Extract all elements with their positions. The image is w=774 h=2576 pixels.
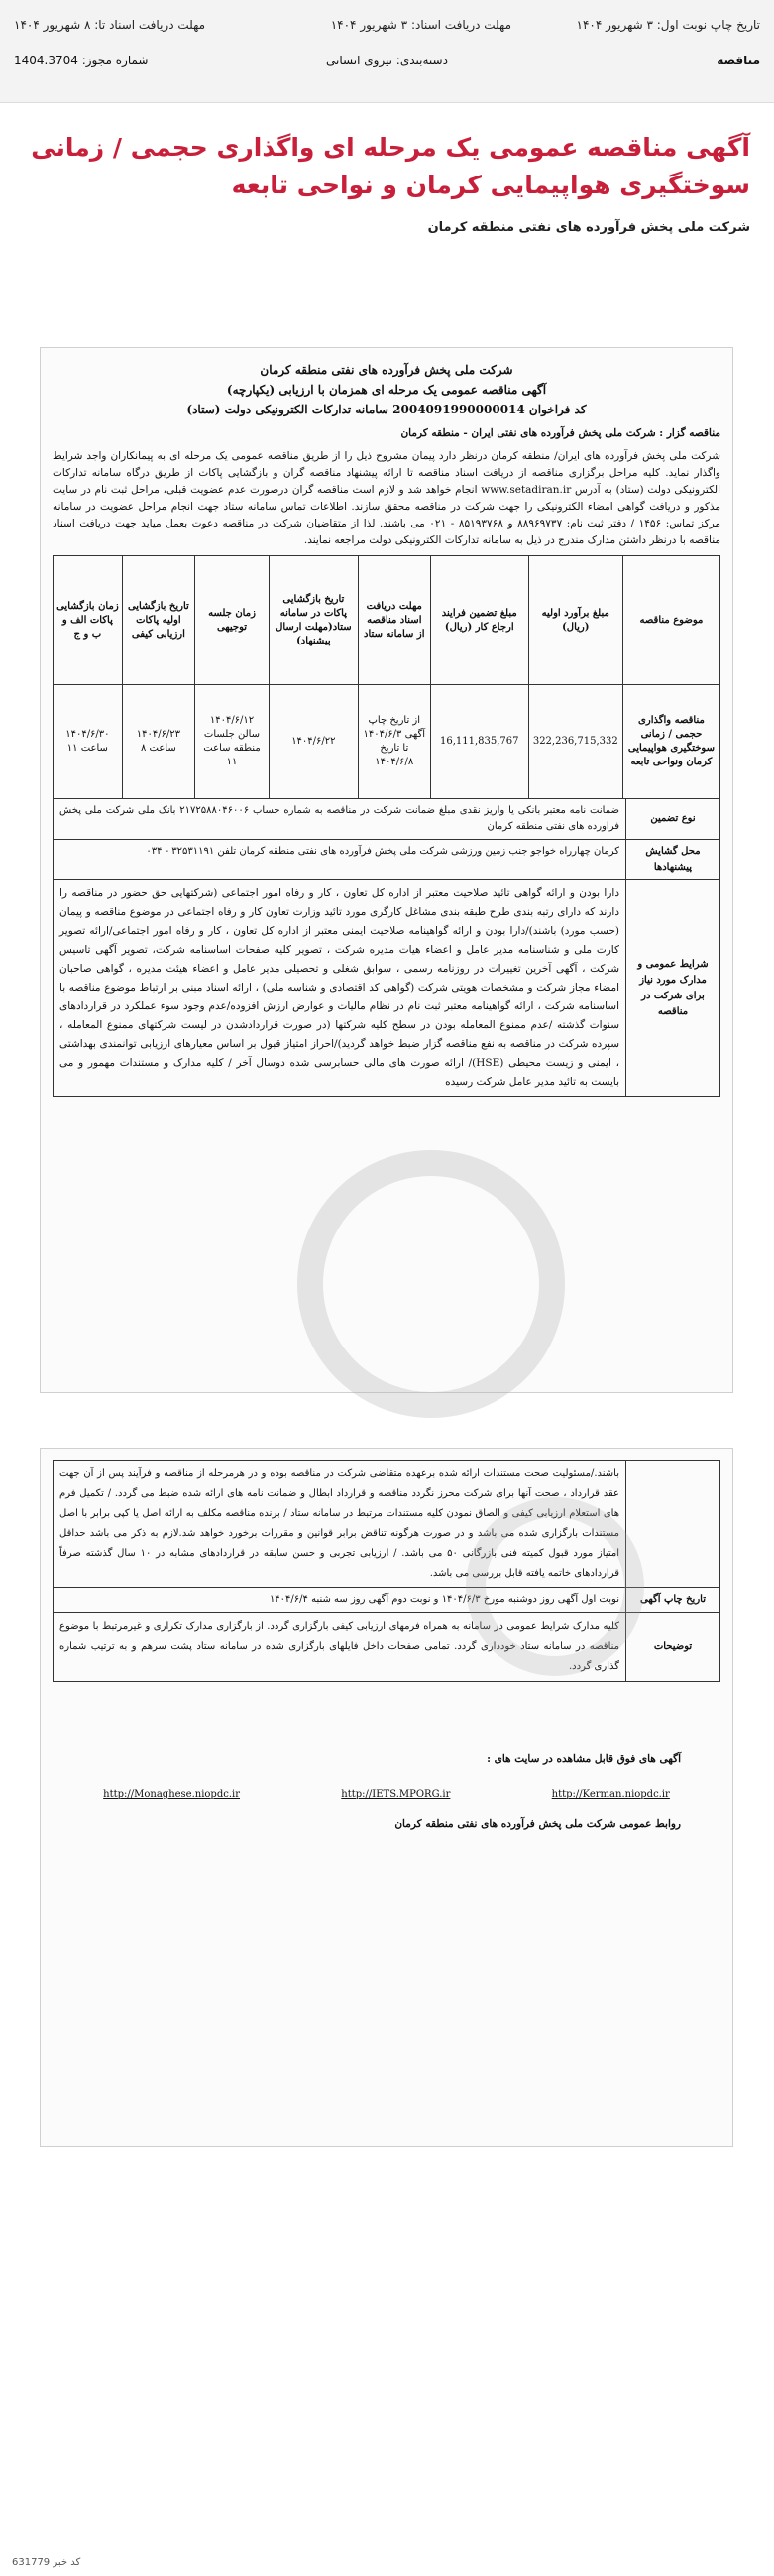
table-header: موضوع مناقصه [622,556,719,685]
sites-title: آگهی های فوق قابل مشاهده در سایت های : [487,1753,681,1765]
guarantee-row [54,799,720,840]
notes-text: کلیه مدارک شرایط عمومی در سامانه به همراه فرمهای ارزیابی کیفی بارگزاری گردد. از بارگزاری مدارک تکراری و غیرمرتبط با موضوع مناقصه در سامانه ستاد خودداری گردد. تمامی صفحات داخل فایلهای بارگزاری شده در سامانه ستاد پشت سرهم و به ترتیب شماره گذاری گردد. [54,1613,626,1682]
tender-category: دسته‌بندی: نیروی انسانی [326,54,448,67]
table-header: زمان بازگشایی پاکات الف و ب و ج [54,556,123,685]
table-cell: 322,236,715,332 [528,685,622,799]
permit-number: شماره مجوز: 1404.3704 [14,54,149,67]
table-header: مبلغ برآورد اولیه (ریال) [528,556,622,685]
conditions-label: شرایط عمومی و مدارک مورد نیاز برای شرکت در مناقصه [626,880,720,1097]
table-cell: از تاریخ چاپ آگهی ۱۴۰۴/۶/۳ تا تاریخ ۱۴۰۴/۶/۸ [358,685,430,799]
continuation-text: باشند./مسئولیت صحت مستندات ارائه شده برعهده متقاضی شرکت در مناقصه بوده و در هرمرحله از مناقصه و فرآیند پس از آن جهت عقد قرارداد ، صحت آنها برای شرکت محرز نگردد مناقصه و قرارداد ابطال و ضمانت نامه های ارائه شده ضبط می گردد. / تکمیل فرم های استعلام ارزیابی کیفی و الصاق نمودن کلیه مستندات مرتبط در سامانه ستاد / برنده مناقصه مکلف به ارائه اصل یا کپی برابر با اصل مستندات بارگزاری شده می باشد و در صورت هرگونه تناقض برابر قوانین و مقررات برخورد خواهد شد.لازم به ذکر می باشد حداقل امتیاز مورد قبول کمیته فنی بازرگانی ۵۰ می باشد. / ارزیابی تجربی و حسن سابقه در قراردادهای مشابه در ۱۰ سال گذشته صرفاً قراردادهای خاتمه یافته قابل بررسی می باشد. [54,1461,626,1588]
page-title: آگهی مناقصه عمومی یک مرحله ای واگذاری حجمی / زمانی سوختگیری هواپیمایی کرمان و نواحی تابعه [31,133,750,199]
intro-paragraph: شرکت ملی پخش فرآورده های ایران/ منطقه کرمان درنظر دارد پیمان مشروح ذیل را از طریق مناقصه عمومی یک مرحله ای به پیمانکاران واجد شرایط واگذار نماید. کلیه مراحل برگزاری مناقصه از دریافت اسناد مناقصه تا ارائه پیشنهاد مناقصه گران و بازگشایی پاکات از طریق درگاه سامانه تدارکات الکترونیکی دولت (ستاد) به آدرس www.setadiran.ir انجام خواهد شد و لازم است مناقصه گران درصورت عدم عضویت قبلی، مراحل ثبت نام در سایت مذکور و دریافت گواهی امضاء الکترونیکی را جهت شرکت در مناقصه محقق سازند. اطلاعات تماس سامانه ستاد جهت انجام مراحل عضویت در سامانه مرکز تماس: ۱۴۵۶ / دفتر ثبت نام: ۸۸۹۶۹۷۳۷ و ۸۵۱۹۳۷۶۸ - ۰۲۱ می باشند. لذا از متقاضیان شرکت در مناقصه دعوت بعمل میاید جهت دریافت اسناد مناقصه با درنظر داشتن مدارک مندرج در ذیل به سامانه تدارکات الکترونیکی دولت مراجعه نمایند. [53,450,721,546]
tenderer: مناقصه گزار : شرکت ملی پخش فرآورده های نفتی ایران - منطقه کرمان [400,427,720,439]
tender-type: مناقصه [717,54,760,67]
location-row [54,840,720,880]
first-print-date: تاریخ چاپ نوبت اول: ۳ شهریور ۱۴۰۴ [576,18,760,32]
notice-heading: آگهی مناقصه عمومی یک مرحله ای همزمان با ارزیابی (یکپارچه) [226,383,547,397]
table-header: مهلت دریافت اسناد مناقصه از سامانه ستاد [358,556,430,685]
doc-receive-start: مهلت دریافت اسناد: ۳ شهریور ۱۴۰۴ [330,18,511,32]
table-header-row [54,556,720,685]
table-header: تاریخ بازگشایی اولیه پاکات ارزیابی کیفی [122,556,194,685]
table-cell: ۱۴۰۴/۶/۳۰ ساعت ۱۱ [54,685,123,799]
site-link[interactable]: http://Monaghese.niopdc.ir [103,1789,240,1800]
table-cell: 16,111,835,767 [430,685,528,799]
watermark-logo [297,1150,565,1418]
conditions-text: دارا بودن و ارائه گواهی تائید صلاحیت معتبر از اداره کل تعاون ، کار و رفاه امور اجتماعی (شرکتهایی حق حضور در مناقصه را دارند که دارای رتبه بندی طرح طبقه بندی مشاغل کارگری مورد تائید وزارت تعاون کار و رفاه اجتماعی در موضوع مناقصه و پیمان (حسب مورد) باشند)/دارا بودن و ارائه گواهینامه صلاحیت ایمنی معتبر از اداره کل تعاون ، کار و رفاه امور اجتماعی/ارائه تصویر کارت ملی و شناسنامه مدیر عامل و اعضاء هیات مدیره شرکت ، تصویر کلیه صفحات اساسنامه شرکت، تصویر آگهی تاسیس شرکت ، آگهی آخرین تغییرات در روزنامه رسمی ، سوابق شغلی و تحصیلی مدیر عامل و اعضاء هیئت مدیره ، گواهی صاحبان امضاء مجاز شرکت و مشخصات هویتی شرکت (گواهی کد اقتصادی و شناسه ملی) ، ارائه اسناد مبنی بر ارتباط موضوع مناقصه با اساسنامه شرکت ، ارائه گواهینامه معتبر ثبت نام در نظام مالیات و عوارض ارزش افزوده/عدم وجود سوء عملکرد در قراردادهای سنوات گذشته /عدم ممنوع المعامله بودن در سطح کلیه شرکتها (در صورت قراردادشدن در لیست شرکتهای ممنوع المعامله ، سپرده شرکت در مناقصه به نفع مناقصه گزار ضبط خواهد گردید)/احراز امتیاز قبول بر اساس معیارهای ارزیابی توانمندی بهداشتی ، ایمنی و زیست محیطی (HSE)/ ارائه صورت های مالی حسابرسی شده دوسال آخر / کلیه مدارک و مستندات مهمور و می بایست به تائید مدیر عامل شرکت رسیده [54,880,626,1097]
table-cell: ۱۴۰۴/۶/۲۲ [269,685,358,799]
watermark-logo [466,1497,644,1676]
public-relations: روابط عمومی شرکت ملی پخش فرآورده های نفتی منطقه کرمان [394,1818,681,1830]
location-label: محل گشایش پیشنهادها [626,840,720,880]
print-date-label: تاریخ چاپ آگهی [626,1588,720,1613]
news-code: کد خبر 631779 [12,2557,81,2568]
site-link[interactable]: http://IETS.MPORG.ir [341,1789,451,1800]
tender-meta-bar [0,0,774,103]
headline [0,103,774,235]
notice-code: کد فراخوان 2004091990000014 سامانه تدارکات الکترونیکی دولت (ستاد) [186,403,587,416]
conditions-row [54,880,720,1097]
location-text: کرمان چهارراه خواجو جنب زمین ورزشی شرکت ملی پخش فرآورده های نفتی منطقه کرمان تلفن ۳۲۵۳۱۱۹۱ - ۰۳۴ [54,840,626,880]
site-link[interactable]: http://Kerman.niopdc.ir [551,1789,670,1800]
table-row [54,685,720,799]
table-header: زمان جلسه توجیهی [195,556,270,685]
guarantee-text: ضمانت نامه معتبر بانکی یا واریز نقدی مبلغ ضمانت شرکت در مناقصه به شماره حساب ۲۱۷۲۵۸۸۰۴۶۰۰۶ بانک ملی شرکت ملی پخش فراورده های نفتی منطقه کرمان [54,799,626,840]
company-name: شرکت ملی پخش فرآورده های نفتی منطقه کرمان [427,220,750,235]
tender-table [53,555,720,799]
guarantee-label: نوع تضمین [626,799,720,840]
print-date-text: نوبت اول آگهی روز دوشنبه مورخ ۱۴۰۴/۶/۳ و نوبت دوم آگهی روز سه شنبه ۱۴۰۴/۶/۴ [54,1588,626,1613]
table-cell: ۱۴۰۴/۶/۱۲ سالن جلسات منطقه ساعت ۱۱ [195,685,270,799]
table-header: تاریخ بازگشایی پاکات در سامانه ستاد(مهلت ارسال پیشنهاد) [269,556,358,685]
notice-org: شرکت ملی پخش فرآورده های نفتی منطقه کرمان [260,363,513,377]
doc-receive-end: مهلت دریافت اسناد تا: ۸ شهریور ۱۴۰۴ [14,18,206,32]
table-cell: مناقصه واگذاری حجمی / زمانی سوختگیری هواپیمایی کرمان ونواحی تابعه [622,685,719,799]
notes-label: توضیحات [626,1613,720,1682]
table-cell: ۱۴۰۴/۶/۲۳ ساعت ۸ [122,685,194,799]
table-header: مبلغ تضمین فرایند ارجاع کار (ریال) [430,556,528,685]
site-links [53,1786,720,1803]
notice-details-table [53,798,720,1097]
